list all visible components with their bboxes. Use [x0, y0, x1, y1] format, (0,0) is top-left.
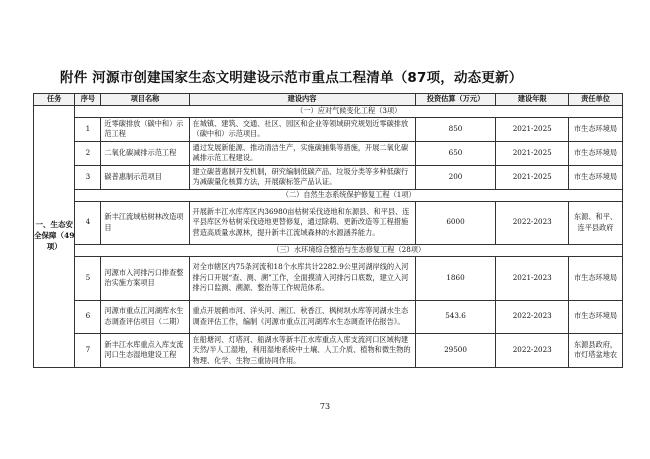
row-unit: 东源、和平、连平县政府 [569, 201, 623, 244]
header-unit: 责任单位 [569, 94, 623, 106]
row-no: 3 [75, 165, 101, 189]
row-invest: 1860 [415, 256, 496, 300]
table-row [34, 118, 623, 142]
table-row [34, 256, 623, 300]
row-no: 2 [75, 141, 101, 165]
row-no: 1 [75, 118, 101, 142]
row-content: 建立碳普惠制开发机制，研究编制低碳产品、垃圾分类等多种低碳行为减碳量化核算方法，开展碳标签产品认证。 [189, 165, 415, 189]
row-unit: 东源县政府，市灯塔盆地农 [569, 333, 623, 367]
section-title: （三）水环境综合整治与生态修复工程（28项） [75, 244, 623, 256]
table-row [34, 165, 623, 189]
section-title: （二）自然生态系统保护修复工程（1项） [75, 189, 623, 201]
header-no: 序号 [75, 94, 101, 106]
row-name: 新丰江流域枯树林改造项目 [101, 201, 189, 244]
row-no: 4 [75, 201, 101, 244]
table-row [34, 201, 623, 244]
row-years: 2022-2023 [496, 201, 569, 244]
row-name: 河源市入河排污口排查整治实施方案项目 [101, 256, 189, 300]
header-invest: 投资估算（万元） [415, 94, 496, 106]
row-years: 2021-2025 [496, 118, 569, 142]
header-name: 项目名称 [101, 94, 189, 106]
row-unit: 市生态环境局 [569, 256, 623, 300]
row-no: 6 [75, 300, 101, 333]
page-number: 73 [319, 402, 331, 411]
section-title: （一）应对气候变化工程（3项） [75, 106, 623, 118]
row-content: 对全市辖区内75条河流和18个水库共计2282.9公里河湖岸线的入河排污口开展“查、测、溯”工作，全面摸清入河排污口底数，建立入河排污口监测、溯源、整治等工作规范体系。 [189, 256, 415, 300]
row-name: 二氧化碳减排示范工程 [101, 141, 189, 165]
header-years: 建设年限 [496, 94, 569, 106]
header-task: 任务 [34, 94, 75, 106]
row-content: 在船塘河、灯塔河、船湖水等新丰江水库重点入库支流河口区域构建天然/半人工湿地，利用湿地系统中土壤、人工介质、植物和微生物的物理、化学、生物三重协同作用。 [189, 333, 415, 367]
row-years: 2022-2023 [496, 300, 569, 333]
row-invest: 200 [415, 165, 496, 189]
row-invest: 850 [415, 118, 496, 142]
table-row [34, 333, 623, 367]
document-title: 附件 河源市创建国家生态文明建设示范市重点工程清单（87项，动态更新） [60, 70, 523, 86]
row-years: 2021-2025 [496, 141, 569, 165]
header-content: 建设内容 [189, 94, 415, 106]
table-row [34, 141, 623, 165]
table-header-row [34, 94, 623, 106]
row-content: 通过发展新能源、推动清洁生产，实施碳捕集等措施，开展二氧化碳减排示范工程建设。 [189, 141, 415, 165]
row-years: 2021-2025 [496, 165, 569, 189]
row-no: 5 [75, 256, 101, 300]
row-name: 近零碳排放（碳中和）示范工程 [101, 118, 189, 142]
row-name: 新丰江水库重点入库支流河口生态湿地建设工程 [101, 333, 189, 367]
row-invest: 543.6 [415, 300, 496, 333]
row-unit: 市生态环境局 [569, 300, 623, 333]
section-row [34, 106, 623, 118]
section-row [34, 189, 623, 201]
task-cell: 一、生态安全保障（49项） [34, 106, 75, 368]
row-content: 在城镇、建筑、交通、社区、园区和企业等领域研究规划近零碳排放（碳中和）示范项目。 [189, 118, 415, 142]
section-row [34, 244, 623, 256]
projects-table [33, 93, 623, 368]
row-unit: 市生态环境局 [569, 118, 623, 142]
row-content: 开展新丰江水库库区内36980亩枯树采伐迹地和东源县、和平县、连平县库区外枯树采伐迹地更替修复，通过除萌、更新改造等工程措施营造高质量水源林，提升新丰江流域森林的水源涵养能力。 [189, 201, 415, 244]
row-unit: 市生态环境局 [569, 165, 623, 189]
row-unit: 市生态环境局 [569, 141, 623, 165]
row-name: 河源市重点江河湖库水生态调查评估项目（二期） [101, 300, 189, 333]
table-row [34, 300, 623, 333]
row-content: 重点开展鹤市河、洋头河、浰江、秋香江、枫树坝水库等河湖水生态调查评估工作，编制《河源市重点江河湖库水生态调查评估报告》。 [189, 300, 415, 333]
row-invest: 6000 [415, 201, 496, 244]
row-invest: 650 [415, 141, 496, 165]
row-years: 2022-2023 [496, 333, 569, 367]
row-name: 碳普惠制示范项目 [101, 165, 189, 189]
row-no: 7 [75, 333, 101, 367]
row-invest: 29500 [415, 333, 496, 367]
row-years: 2021-2023 [496, 256, 569, 300]
